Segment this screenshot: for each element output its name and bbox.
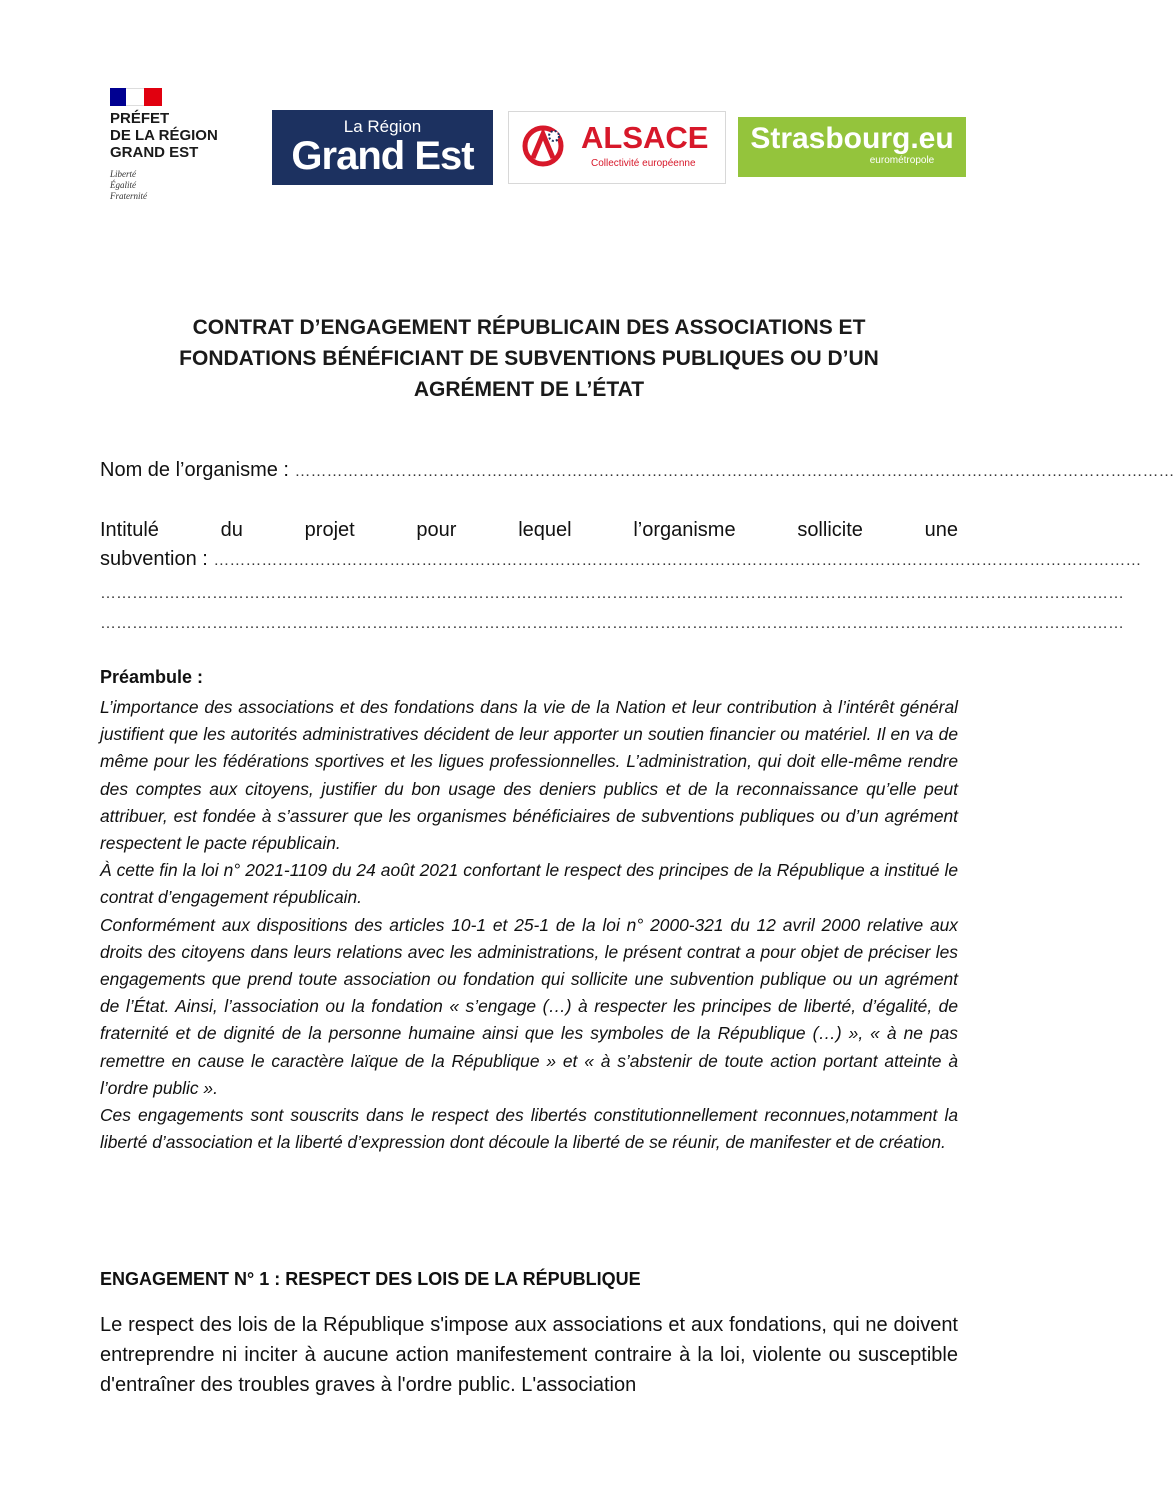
projet-word: du [220,519,243,541]
projet-word: l’organisme [633,519,736,541]
organisme-label: Nom de l’organisme : [100,459,295,481]
preamble-body [100,694,958,1156]
engagement-1-heading: ENGAGEMENT N° 1 : RESPECT DES LOIS DE LA RÉPUBLIQUE [100,1269,641,1289]
subvention-field[interactable] [100,545,1142,575]
alsace-emblem-icon [521,124,565,168]
prefet-motto: Liberté Égalité Fraternité [110,169,147,201]
projet-word: Intitulé [100,519,159,541]
alsace-logo [508,111,726,184]
projet-word: projet [304,519,355,541]
grand-est-main-text: Grand Est [291,134,474,178]
prefet-name: PRÉFET DE LA RÉGION GRAND EST [110,110,218,161]
marianne-flag-icon [110,88,162,106]
subvention-dotted-line[interactable]: ………………………………………………………………………………………………………………………………………………………… [213,552,1142,569]
preamble-paragraph: Conformément aux dispositions des articles 10-1 et 25-1 de la loi n° 2000-321 du 12 avril 2000 relative aux droits des citoyens dans leurs relations avec les administrations, le présent contrat a pour objet de préciser les engagements que prend toute association ou fondation qui sollicite une subvention publique ou un agrément de l’État. Ainsi, l’association ou la fondation « s’engage (…) à respecter les principes de liberté, d’égalité, de fraternité et de dignité de la personne humaine ainsi que les symboles de la République (…) », « à ne pas remettre en cause le caractère laïque de la République » et « à s’abstenir de toute action portant atteinte à l’ordre public ». [100,914,958,1098]
projet-word: sollicite [797,519,863,541]
preamble-paragraph: À cette fin la loi n° 2021-1109 du 24 août 2021 confortant le respect des principes de la République a institué le contrat d’engagement républicain. [100,860,958,908]
subvention-continuation-line[interactable] [100,608,1124,638]
organisme-field[interactable] [100,456,1175,486]
organisme-dotted-line[interactable]: ………………………………………………………………………………………………………………………………………………… [294,463,1175,480]
strasbourg-eurometropole-logo [738,117,966,177]
subvention-label: subvention : [100,548,214,570]
grand-est-top-text: La Région [343,117,422,136]
prefet-region-grand-est-logo [110,88,260,218]
projet-word: lequel [518,519,572,541]
document-title: CONTRAT D’ENGAGEMENT RÉPUBLICAIN DES ASSOCIATIONS ET FONDATIONS BÉNÉFICIANT DE SUBVENTIONS PUBLIQUES OU D’UN AGRÉMENT DE L’ÉTAT [179,316,879,401]
dotted-line[interactable]: ………………………………………………………………………………………………………………………………………………………………………… [100,615,1124,632]
alsace-word: ALSACE [581,120,709,155]
projet-word: une [924,519,958,541]
region-grand-est-logo [272,110,493,185]
strasbourg-sub-text: eurométropole [869,155,935,166]
preamble-paragraph: Ces engagements sont souscrits dans le respect des libertés constitutionnellement reconnues,notamment la liberté d’association et la liberté d’expression dont découle la liberté de se réunir, de manifester et de création. [100,1105,958,1153]
engagement-1-body: Le respect des lois de la République s'impose aux associations et aux fondations, qui ne doivent entreprendre ni inciter à aucune action manifestement contraire à la loi, violente ou susceptible d'entraîner des troubles graves à l'ordre public. L'association [100,1314,958,1396]
alsace-subtitle: Collectivité européenne [591,158,696,169]
projet-label-line [100,516,958,545]
dotted-line[interactable]: ………………………………………………………………………………………………………………………………………………………………………… [100,585,1124,602]
preamble-paragraph: L’importance des associations et des fondations dans la vie de la Nation et leur contribution à l’intérêt général justifient que les autorités administratives décident de leur apporter un soutien financier ou matériel. Il en va de même pour les fédérations sportives et les ligues professionnelles. L’administration, qui doit elle-même rendre des comptes aux citoyens, justifier du bon usage des deniers publics et de la reconnaissance qu’elle peut attribuer, est fondée à s’assurer que les organismes bénéficiaires de subventions publiques ou d’un agrément respectent le pacte républicain. [100,697,958,854]
preamble-heading: Préambule : [100,667,204,687]
subvention-continuation-line[interactable] [100,578,1124,608]
strasbourg-main-text: Strasbourg.eu [750,122,954,155]
projet-word: pour [416,519,457,541]
